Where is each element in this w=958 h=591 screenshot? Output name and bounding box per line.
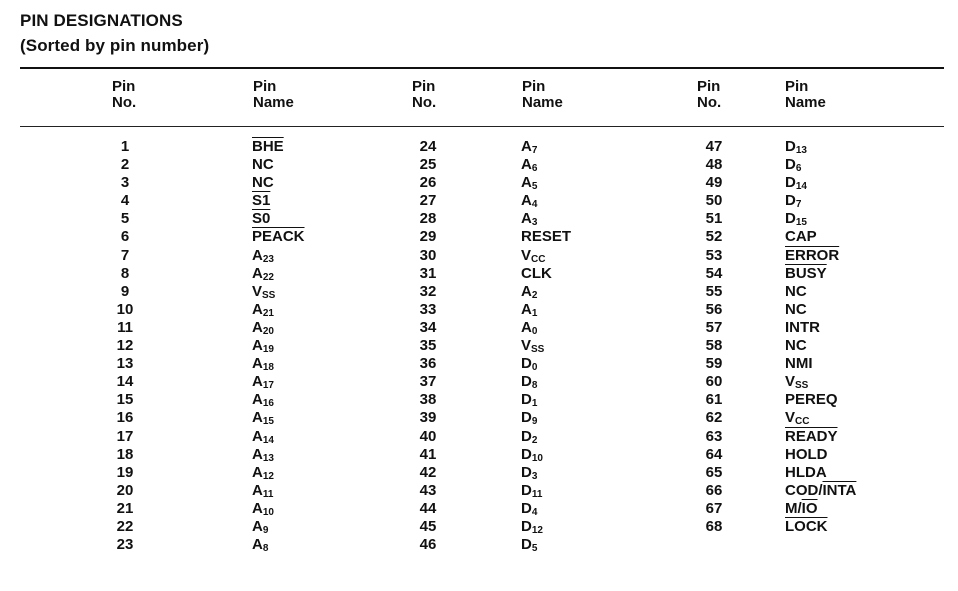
top-rule — [20, 67, 944, 69]
pin-name — [252, 518, 305, 536]
pin-name-subscript: 13 — [262, 452, 274, 464]
pin-name-base: D — [521, 355, 532, 373]
pin-name-base: A — [252, 264, 263, 282]
pin-name — [521, 210, 571, 228]
pin-name — [252, 210, 305, 228]
pin-name — [785, 482, 856, 500]
pin-name-base: D — [521, 373, 532, 391]
pin-number: 10 — [116, 300, 134, 318]
pin-name — [252, 446, 305, 464]
pin-name-base: A — [521, 300, 532, 318]
pin-name-subscript: 1 — [531, 398, 538, 410]
pin-name — [521, 464, 571, 482]
pin-number: 35 — [419, 337, 437, 355]
pin-name-subscript: 15 — [795, 217, 807, 229]
pin-name-column-2 — [521, 138, 571, 554]
pin-name-base: NC — [785, 300, 807, 318]
pin-name-base: D — [785, 210, 796, 228]
pin-number: 56 — [705, 300, 723, 318]
pin-name-subscript: 4 — [531, 199, 538, 211]
pin-number: 61 — [705, 391, 723, 409]
pin-name-subscript: 12 — [262, 470, 274, 482]
pin-name-subscript: 2 — [531, 434, 538, 446]
pin-name — [785, 156, 856, 174]
pin-name-subscript: 14 — [262, 434, 274, 446]
pin-number: 3 — [120, 174, 130, 192]
pin-name-base: S1 — [252, 192, 271, 210]
pin-name-base: D — [521, 427, 532, 445]
pin-number: 13 — [116, 355, 134, 373]
pin-name-base: A — [252, 337, 263, 355]
pin-name-subscript: 3 — [531, 217, 538, 229]
pin-name-subscript: 7 — [795, 199, 802, 211]
pin-name — [785, 247, 856, 265]
pin-name-base: CAP — [785, 228, 817, 246]
pin-name-base: D — [785, 138, 796, 155]
pin-name — [785, 337, 856, 355]
pin-number: 62 — [705, 409, 723, 427]
pin-number: 41 — [419, 445, 437, 463]
pin-name-base: PEACK — [252, 228, 305, 246]
pin-name — [785, 228, 856, 246]
pin-number: 21 — [116, 499, 134, 517]
pin-number: 68 — [705, 517, 723, 535]
pin-name — [252, 319, 305, 337]
pin-name-subscript: CC — [795, 416, 810, 428]
pin-name-base: A — [521, 282, 532, 300]
pin-name-base: ERROR — [785, 246, 840, 264]
pin-name-base: A — [252, 499, 263, 517]
pin-name — [785, 265, 856, 283]
header-pin-name-2: Pin Name — [522, 78, 563, 111]
pin-name-base: A — [252, 445, 263, 463]
pin-name — [785, 283, 856, 301]
pin-name-subscript: 7 — [531, 145, 538, 156]
pin-number: 65 — [705, 463, 723, 481]
header-pin-name-3: Pin Name — [785, 78, 826, 111]
pin-name-base: D — [521, 391, 532, 409]
pin-number: 46 — [419, 536, 437, 554]
pin-name-subscript: 5 — [531, 181, 538, 193]
pin-number: 55 — [705, 282, 723, 300]
pin-name — [252, 174, 305, 192]
pin-name-base: RESET — [521, 228, 572, 246]
pin-name-subscript: 0 — [531, 325, 538, 337]
pin-name-base: D — [521, 536, 532, 554]
pin-number: 20 — [116, 481, 134, 499]
pin-name — [785, 464, 856, 482]
pin-name-base: V — [252, 282, 263, 300]
pin-name-base: A — [252, 318, 263, 336]
pin-number: 26 — [419, 174, 437, 192]
pin-name-base: CLK — [521, 264, 552, 282]
pin-name-base: PEREQ — [785, 391, 838, 409]
pin-name-base: NC — [785, 337, 807, 355]
pin-name-column-1 — [252, 138, 305, 554]
pin-number: 17 — [116, 427, 134, 445]
pin-name-base: BUSY — [785, 264, 827, 282]
pin-name-base: NC — [252, 174, 274, 192]
pin-name — [785, 391, 856, 409]
pin-name — [785, 138, 856, 156]
pin-number: 15 — [116, 391, 134, 409]
pin-name — [521, 355, 571, 373]
pin-number: 51 — [705, 210, 723, 228]
pin-name-base: INTR — [785, 318, 820, 336]
pin-number: 11 — [117, 318, 133, 336]
pin-number: 25 — [419, 156, 437, 174]
pin-name-base: $\overline{BHE}$ — [252, 138, 284, 155]
pin-number: 7 — [120, 246, 130, 264]
pin-name-base: V — [521, 246, 532, 264]
pin-name-base: D — [521, 499, 532, 517]
pin-name-base: COD/ — [785, 481, 823, 499]
pin-number: 14 — [116, 373, 134, 391]
page-subtitle: (Sorted by pin number) — [20, 36, 210, 55]
pin-name — [252, 265, 305, 283]
pin-name-subscript: 3 — [531, 470, 538, 482]
pin-number: 24 — [419, 138, 437, 155]
pin-number: 34 — [419, 318, 437, 336]
pin-name-base: M/ — [785, 499, 802, 517]
pin-number: 48 — [705, 156, 723, 174]
pin-name — [521, 409, 571, 427]
pin-number: 36 — [419, 355, 437, 373]
pin-name-base: D — [521, 409, 532, 427]
pin-name — [252, 464, 305, 482]
pin-number: 38 — [419, 391, 437, 409]
pin-name — [785, 446, 856, 464]
pin-name — [521, 301, 571, 319]
pin-number: 12 — [116, 337, 134, 355]
pin-name-base: READY — [785, 427, 838, 445]
pin-name — [252, 337, 305, 355]
pin-name-subscript: 4 — [531, 506, 538, 518]
pin-name-base: NC — [252, 156, 274, 174]
pin-number: 6 — [120, 228, 130, 246]
pin-name — [521, 156, 571, 174]
pin-name-subscript: 8 — [531, 380, 538, 392]
pin-name-base: HLDA — [785, 463, 827, 481]
pin-name-base: A — [252, 481, 263, 499]
pin-name-subscript: SS — [531, 344, 545, 356]
pin-number: 57 — [705, 318, 723, 336]
pin-name-base: D — [521, 445, 532, 463]
pin-name-subscript: 12 — [531, 524, 543, 536]
pin-name — [252, 138, 305, 156]
header-pin-no-3: Pin No. — [697, 78, 722, 111]
pin-name — [252, 428, 305, 446]
pin-name-subscript: SS — [262, 289, 276, 301]
pin-name-base: A — [252, 300, 263, 318]
pin-number: 5 — [120, 210, 130, 228]
pin-name — [521, 518, 571, 536]
pin-name — [252, 228, 305, 246]
pin-name — [785, 500, 856, 518]
pin-name-active-low: $\overline{IO}$ — [801, 499, 818, 517]
pin-name — [252, 373, 305, 391]
pin-name — [252, 283, 305, 301]
pin-name-base: A — [521, 138, 532, 155]
pin-name-subscript: 9 — [262, 524, 269, 536]
pin-name — [252, 391, 305, 409]
pin-name-subscript: 6 — [531, 163, 538, 175]
pin-name-base: A — [252, 427, 263, 445]
pin-name-base: A — [252, 246, 263, 264]
pin-number: 28 — [419, 210, 437, 228]
pin-name-base: A — [521, 156, 532, 174]
pin-name-subscript: 15 — [262, 416, 274, 428]
pin-name-subscript: 11 — [531, 488, 543, 500]
pin-name-column-3 — [785, 138, 856, 536]
pin-name-subscript: SS — [795, 380, 809, 392]
pin-number: 50 — [705, 192, 723, 210]
pin-name — [521, 283, 571, 301]
pin-name — [785, 428, 856, 446]
pin-number: 19 — [116, 463, 134, 481]
pin-name — [521, 192, 571, 210]
page-title: PIN DESIGNATIONS — [20, 11, 183, 30]
pin-name-base: A — [521, 210, 532, 228]
pin-number: 4 — [120, 192, 130, 210]
pin-name-base: A — [252, 517, 263, 535]
pin-name — [785, 518, 856, 536]
pin-number: 33 — [419, 300, 437, 318]
pin-name-subscript: 19 — [262, 344, 274, 356]
pin-name-subscript: 17 — [262, 380, 274, 392]
pin-name-subscript: 1 — [531, 307, 538, 319]
pin-number: 39 — [419, 409, 437, 427]
pin-name-subscript: 16 — [262, 398, 274, 410]
pin-name — [252, 355, 305, 373]
pin-name-base: D — [785, 174, 796, 192]
pin-name-subscript: 21 — [262, 307, 274, 319]
pin-number: 52 — [705, 228, 723, 246]
pin-number: 44 — [419, 499, 437, 517]
pin-number: 16 — [116, 409, 134, 427]
pin-name-base: D — [785, 192, 796, 210]
pin-name-subscript: CC — [531, 253, 546, 265]
header-pin-no-2: Pin No. — [412, 78, 437, 111]
pin-name-base: A — [521, 318, 532, 336]
pin-name — [521, 373, 571, 391]
pin-number: 31 — [419, 264, 437, 282]
pin-name-base: V — [521, 337, 532, 355]
pin-number-column-3 — [694, 138, 734, 536]
pin-name — [252, 301, 305, 319]
pin-name — [785, 210, 856, 228]
pin-name — [521, 446, 571, 464]
pin-name-base: LOCK — [785, 517, 828, 535]
pin-name-base: A — [521, 192, 532, 210]
pin-number: 43 — [419, 481, 437, 499]
pin-number: 23 — [116, 536, 134, 554]
pin-number: 40 — [419, 427, 437, 445]
pin-name — [252, 409, 305, 427]
pin-name — [521, 428, 571, 446]
pin-name — [252, 156, 305, 174]
pin-name-subscript: 8 — [262, 543, 269, 555]
header-pin-name-1: Pin Name — [253, 78, 294, 111]
pin-name-base: A — [252, 409, 263, 427]
pin-number: 47 — [705, 138, 723, 155]
pin-number-column-1 — [105, 138, 145, 554]
pin-name — [521, 337, 571, 355]
pin-name-subscript: 2 — [531, 289, 538, 301]
pin-number: 66 — [705, 481, 723, 499]
pin-name-subscript: 0 — [531, 362, 538, 374]
pin-name — [521, 536, 571, 554]
pin-number: 45 — [419, 517, 437, 535]
pin-number: 8 — [120, 264, 130, 282]
pin-name-base: A — [252, 373, 263, 391]
pin-name-base: A — [252, 355, 263, 373]
pin-name-base: A — [252, 536, 263, 554]
pin-name-base: V — [785, 409, 796, 427]
pin-name — [521, 500, 571, 518]
pin-name-base: D — [521, 481, 532, 499]
header-pin-no-1: Pin No. — [112, 78, 137, 111]
pin-number: 27 — [419, 192, 437, 210]
pin-name — [252, 500, 305, 518]
pin-number: 29 — [419, 228, 437, 246]
pin-number: 18 — [116, 445, 134, 463]
pin-name — [252, 482, 305, 500]
pin-name-subscript: 22 — [262, 271, 274, 283]
pin-name — [785, 301, 856, 319]
pin-number: 49 — [705, 174, 723, 192]
pin-name-base: HOLD — [785, 445, 828, 463]
pin-name — [252, 247, 305, 265]
pin-number: 54 — [705, 264, 723, 282]
pin-name-base: D — [521, 517, 532, 535]
pin-name-subscript: 10 — [531, 452, 543, 464]
pin-number: 64 — [705, 445, 723, 463]
pin-name — [521, 391, 571, 409]
pin-name — [521, 247, 571, 265]
pin-name-base: NC — [785, 282, 807, 300]
pin-name-base: S0 — [252, 210, 271, 228]
pin-number: 58 — [705, 337, 723, 355]
pin-number: 59 — [705, 355, 723, 373]
pin-number: 42 — [419, 463, 437, 481]
pin-name — [785, 174, 856, 192]
pin-number: 2 — [120, 156, 130, 174]
pin-name-subscript: 23 — [262, 253, 274, 265]
pin-number: 53 — [705, 246, 723, 264]
pin-name-subscript: 13 — [795, 145, 807, 156]
pin-name-subscript: 9 — [531, 416, 538, 428]
pin-name — [521, 174, 571, 192]
pin-name-subscript: 18 — [262, 362, 274, 374]
pin-name-subscript: 20 — [262, 325, 274, 337]
pin-number: 32 — [419, 282, 437, 300]
pin-number: 1 — [120, 138, 130, 155]
pin-name — [785, 319, 856, 337]
pin-number: 22 — [116, 517, 134, 535]
pin-name-subscript: 5 — [531, 543, 538, 555]
pin-name — [785, 355, 856, 373]
pin-name-base: A — [252, 463, 263, 481]
pin-name — [521, 265, 571, 283]
pin-name — [521, 482, 571, 500]
pin-name — [521, 138, 571, 156]
pin-number-column-2 — [408, 138, 448, 554]
pin-name — [785, 373, 856, 391]
pin-name-base: A — [521, 174, 532, 192]
pin-name-base: A — [252, 391, 263, 409]
pin-name-base: V — [785, 373, 796, 391]
pin-name-subscript: 6 — [795, 163, 802, 175]
pin-name-subscript: 11 — [262, 488, 274, 500]
pin-name-subscript: 14 — [795, 181, 807, 193]
header-rule — [20, 126, 944, 127]
pin-name-subscript: 10 — [262, 506, 274, 518]
pin-number: 37 — [419, 373, 437, 391]
pin-name — [785, 409, 856, 427]
pin-name-active-low: INTA — [822, 481, 857, 499]
pin-number: 30 — [419, 246, 437, 264]
pin-name — [785, 192, 856, 210]
pin-number: 67 — [705, 499, 723, 517]
pin-name — [521, 228, 571, 246]
pin-name-base: D — [785, 156, 796, 174]
pin-name-base: NMI — [785, 355, 813, 373]
pin-name-base: D — [521, 463, 532, 481]
pin-number: 60 — [705, 373, 723, 391]
pin-number: 63 — [705, 427, 723, 445]
pin-name — [252, 536, 305, 554]
pin-number: 9 — [120, 282, 130, 300]
pin-name — [252, 192, 305, 210]
pin-name — [521, 319, 571, 337]
